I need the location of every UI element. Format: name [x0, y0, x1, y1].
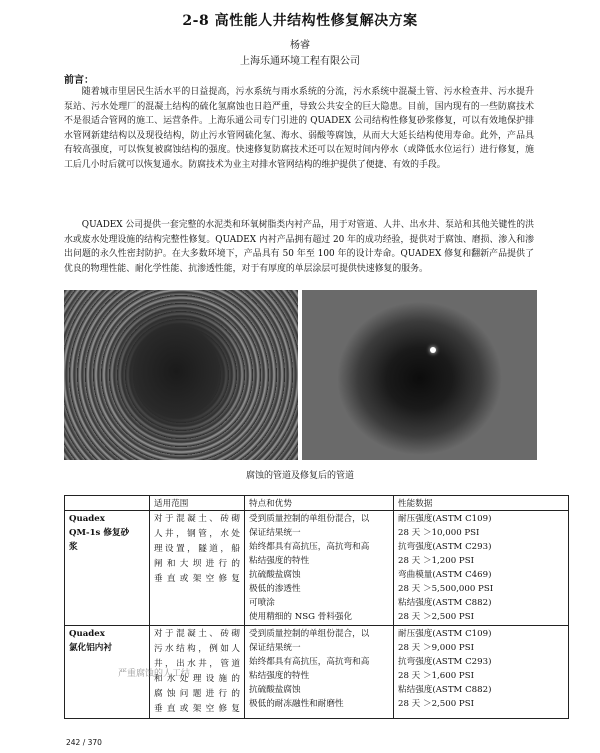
repaired-pipe-photo — [302, 290, 537, 460]
corroded-pipe-photo — [64, 290, 298, 460]
table-header-data: 性能数据 — [394, 496, 569, 511]
table-header-features: 特点和优势 — [245, 496, 394, 511]
product-features: 受到质量控制的单组份混合，以 保证结果统一 始终都具有高抗压，高抗弯和高 粘结强度的特性 抗硫酸盐腐蚀 极低的耐冻融性和耐磨性 — [245, 626, 394, 719]
product-name: Quadex QM-1s 修复砂 浆 — [65, 511, 150, 626]
table-header-scope: 适用范围 — [150, 496, 245, 511]
table-header-row — [65, 496, 569, 511]
paragraph-2: QUADEX 公司提供一套完整的水泥类和环氧树脂类内衬产品，用于对管道、人井、出水井、泵站和其他关键性的洪水或废水处理设施的结构完整性修复。QUADEX 内衬产品拥有超过 20 年的成功经验，提供对于腐蚀、磨损、渗入和渗出问题的永久性密封防护。在大多数环境下，产品具有 50 年至 100 年的设计寿命。QUADEX 修复和翻新产品提供了优良的物理性能、耐化学性能、抗渗透性能，对于有厚度的单层涂层可提供快速修复的服务。 — [64, 220, 534, 274]
product-table — [64, 495, 569, 719]
preface-label: 前言： — [64, 75, 94, 86]
watermark-text: 严重腐蚀的人工结 — [118, 669, 191, 679]
photo-pair — [64, 290, 537, 460]
page-number: 242 / 370 — [66, 738, 102, 747]
product-performance: 耐压强度(ASTM C109) 28 天 ＞9,000 PSI 抗弯强度(ASTM C293) 28 天 ＞1,600 PSI 粘结强度(ASTM C882) 28 天 ＞2,500 PSI — [394, 626, 569, 719]
product-performance: 耐压强度(ASTM C109) 28 天 ＞10,000 PSI 抗弯强度(ASTM C293) 28 天 ＞1,200 PSI 弯曲模量(ASTM C469) 28 天 ＞5,500,000 PSI 粘结强度(ASTM C882) 28 天 ＞2,500 PSI — [394, 511, 569, 626]
table-header-product — [65, 496, 150, 511]
table-row — [65, 511, 569, 626]
product-scope: 对于混凝土、砖砌 污水结构，例如人 井，出水井，管道 和水处理设施的 腐蚀问题进行的 垂直或架空修复 — [150, 626, 245, 719]
author: 杨睿 — [290, 40, 310, 51]
product-name: Quadex 氯化铝内衬 — [65, 626, 150, 719]
photo-caption: 腐蚀的管道及修复后的管道 — [245, 471, 354, 481]
company: 上海乐通环境工程有限公司 — [240, 56, 360, 67]
product-features: 受到质量控制的单组份混合，以 保证结果统一 始终都具有高抗压，高抗弯和高 粘结强度的特性 抗硫酸盐腐蚀 极低的渗透性 可喷涂 使用精细的 NSG 骨料强化 — [245, 511, 394, 626]
pipe-end-light — [430, 347, 436, 353]
product-scope: 对于混凝土、砖砌 人井，钢管，水处 理设置，隧道，船 闸和大坝进行的 垂直或架空修复 — [150, 511, 245, 626]
page-title: 2-8 高性能人井结构性修复解决方案 — [182, 13, 418, 29]
paragraph-1: 随着城市里居民生活水平的日益提高，污水系统与雨水系统的分流，污水系统中混凝土管、污水检查井、污水提升泵站、污水处理厂的混凝土结构的硫化氢腐蚀也日趋严重，导致公共安全的巨大隐患。目前，国内现有的一些防腐技术不是很适合管网的施工、运营条件。上海乐通公司专门引进的 QUADEX 公司结构性修复砂浆修复，可以有效地保护排水管网新建结构以及现役结构，防止污水管网硫化氢、海水、弱酸等腐蚀，从而大大延长结构使用寿命。此外，产品具有较高强度，可以恢复被腐蚀结构的强度。快速修复防腐技术还可以在短时间内停水（或降低水位运行）进行修复，施工后几小时后就可以恢复通水。防腐技术为业主对排水管网结构的维护提供了便捷、有效的手段。 — [64, 87, 534, 170]
